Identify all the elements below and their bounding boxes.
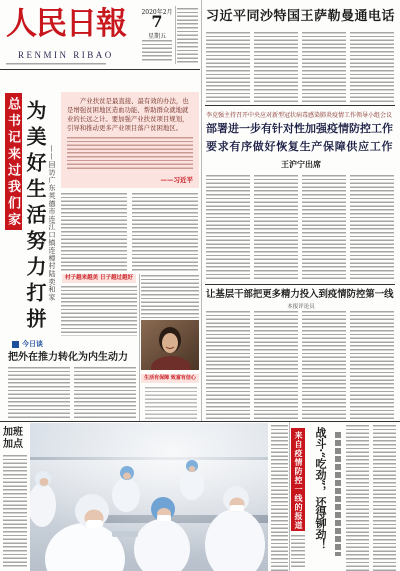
feature-headline: 为美好生活努力打拼: [23, 100, 47, 334]
li-meeting-kicker: 李克强主持召开中央应对新型冠状病毒感染肺炎疫情工作领导小组会议: [206, 112, 393, 119]
section-rule: [205, 284, 395, 285]
quote-attribution: ——习近平: [160, 176, 193, 184]
feature-body: [141, 275, 199, 318]
date-year-month: 2020年2月: [141, 9, 173, 16]
frontline-headline: 战斗·“吃劲”，还得铆劲！: [314, 427, 327, 550]
frontline-body: [291, 535, 305, 569]
feature-body: [61, 286, 137, 336]
xi-call-body: [206, 32, 394, 102]
masthead-roman: RENMIN RIBAO: [18, 50, 114, 60]
feature-section-heading-1: 村子越来越美 日子越过越好: [62, 274, 136, 283]
frontline-subhead: [335, 432, 341, 556]
feature-series-banner: 总书记来过我们家: [5, 93, 22, 230]
li-meeting-attendee: 王沪宁出席: [281, 159, 321, 169]
li-meeting-body: [206, 175, 394, 281]
today-talk-label: [12, 339, 43, 349]
frontline-body: [346, 425, 396, 571]
quote-text-continued: [67, 137, 193, 171]
quote-box: [61, 92, 199, 188]
feature-subhead: ——回访广东英德市连江口镇连樟村陆奕和家: [48, 145, 56, 301]
feature-section-heading-2: 生活有保障 致富有信心: [141, 374, 199, 383]
poem-text: [145, 387, 197, 419]
date-day: 7: [151, 12, 163, 31]
column-divider: [289, 422, 290, 571]
masthead-title: 人民日報: [6, 6, 126, 42]
news-photo: [30, 423, 268, 571]
editorial-byline: 本报评论员: [287, 304, 315, 310]
photo-label: 加班加点: [3, 427, 23, 450]
date-info-text: [142, 40, 172, 63]
xi-call-headline: 习近平同沙特国王萨勒曼通电话: [206, 9, 396, 24]
feature-body: [61, 193, 198, 271]
section-rule: [205, 105, 395, 106]
website-line: [6, 63, 106, 66]
today-talk-label-text: 今日谈: [22, 339, 43, 348]
portrait-photo: [141, 320, 199, 370]
photo-side-text: [271, 425, 288, 571]
today-talk-headline: 把外在推力转化为内生动力: [8, 352, 128, 363]
column-divider: [201, 0, 202, 421]
frontline-series-banner: 来自疫情防控一线的报道: [291, 428, 305, 531]
li-meeting-headline-1: 部署进一步有针对性加强疫情防控工作: [206, 122, 393, 135]
column-divider: [139, 274, 140, 421]
section-rule: [0, 421, 400, 422]
date-weekday: 星期五: [147, 33, 166, 40]
edition-info-text: [177, 8, 198, 63]
editorial-headline: 让基层干部把更多精力投入到疫情防控第一线: [206, 289, 394, 300]
photo-caption: [3, 455, 27, 567]
today-talk-body: [8, 367, 136, 419]
quote-text: 产业扶贫是最直接、最有效的办法，也是增强贫困地区造血功能、帮助群众就地就业的长远之计。要加强产业扶贫项目规划，引导和推动更多产业项目落户贫困地区。: [67, 97, 189, 132]
li-meeting-headline-2: 要求有序做好恢复生产保障供应工作: [206, 140, 394, 153]
editorial-body: [206, 311, 394, 419]
date-divider: [175, 6, 176, 64]
masthead-rule: [0, 69, 200, 70]
today-talk-icon: [12, 341, 19, 348]
